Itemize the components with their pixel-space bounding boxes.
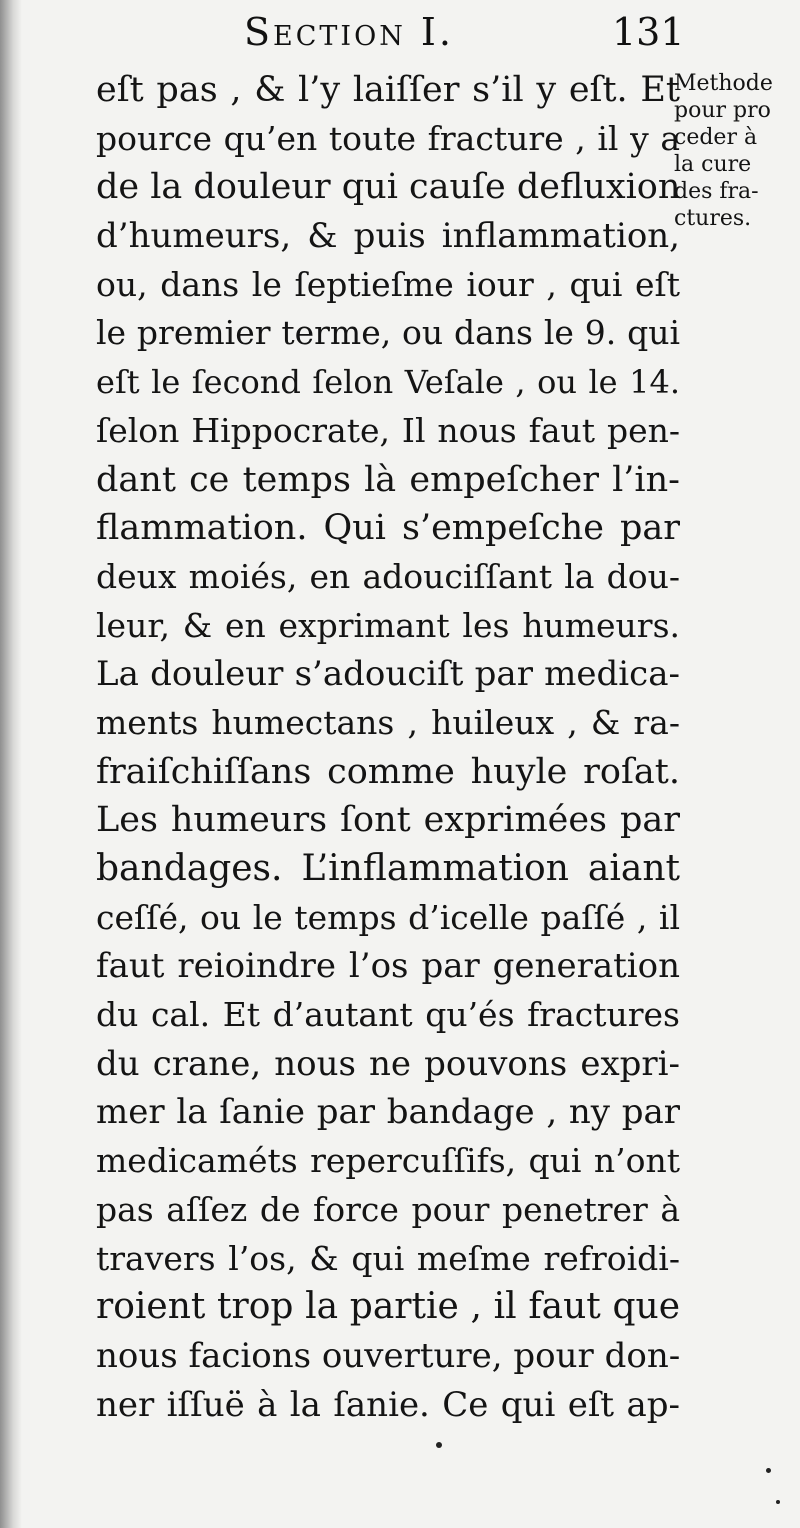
margin-note-line: des fra- — [674, 179, 759, 204]
text-line: du crane, nous ne pouvons expri- — [96, 1043, 680, 1084]
text-line: pource qu’en toute fracture , il y a — [96, 118, 680, 158]
text-line: bandages. L’inflammation aiant — [96, 848, 680, 889]
text-line: flammation. Qui s’empeſche par — [96, 508, 680, 549]
ink-speck — [776, 1500, 780, 1504]
text-line: faut reioindre l’os par generation — [96, 946, 680, 987]
text-line: leur, & en exprimant les humeurs. — [96, 605, 680, 645]
text-line: ou, dans le ſeptieſme iour , qui eſt — [96, 264, 680, 304]
margin-note-line: ctures. — [674, 206, 752, 231]
text-line: Les humeurs ſont exprimées par — [96, 800, 680, 841]
text-line: fraiſchiſſans comme huyle roſat. — [96, 751, 680, 792]
text-line: ceſſé, ou le temps d’icelle paſſé , il — [96, 897, 680, 937]
text-line: ner iſſuë à la ſanie. Ce qui eſt ap- — [96, 1384, 680, 1425]
running-head: Section I. — [244, 10, 455, 54]
body-text — [96, 66, 680, 1429]
margin-note-line: Methode — [674, 71, 773, 96]
page-number: 131 — [612, 10, 685, 54]
margin-note-line: pour pro — [674, 98, 771, 123]
text-line: eſt pas , & l’y laiſſer s’il y eſt. Et — [96, 70, 680, 110]
text-line: d’humeurs, & puis inflammation, — [96, 216, 680, 257]
margin-note-line: ceder à — [674, 125, 758, 150]
text-line: roient trop la partie , il faut que — [96, 1286, 680, 1328]
text-line: du cal. Et d’autant qu’és fractures — [96, 995, 680, 1035]
margin-note-line: la cure — [674, 152, 752, 177]
text-line: le premier terme, ou dans le 9. qui — [96, 313, 680, 353]
text-line: eſt le ſecond ſelon Veſale , ou le 14. — [96, 363, 680, 402]
binding-shadow — [0, 0, 22, 1528]
text-line: ments humectans , huileux , & ra- — [96, 702, 680, 742]
text-line: dant ce temps là empeſcher l’in- — [96, 459, 680, 500]
text-line: nous facions ouverture, pour don- — [96, 1335, 681, 1376]
margin-note — [674, 70, 794, 232]
text-line: deux moiés, en adouciſſant la dou- — [96, 556, 680, 596]
text-line: de la douleur qui cauſe defluxion — [96, 167, 681, 208]
text-line: ſelon Hippocrate, Il nous faut pen- — [96, 410, 680, 450]
text-line: La douleur s’adouciſt par medica- — [96, 654, 680, 695]
ink-speck — [766, 1468, 771, 1473]
ink-speck — [436, 1442, 442, 1448]
text-line: pas aſſez de force pour penetrer à — [96, 1189, 680, 1229]
text-line: mer la ſanie par bandage , ny par — [96, 1092, 680, 1133]
text-line: medicaméts repercuſſifs, qui n’ont — [96, 1141, 680, 1181]
text-line: travers l’os, & qui meſme refroidi- — [96, 1238, 680, 1278]
